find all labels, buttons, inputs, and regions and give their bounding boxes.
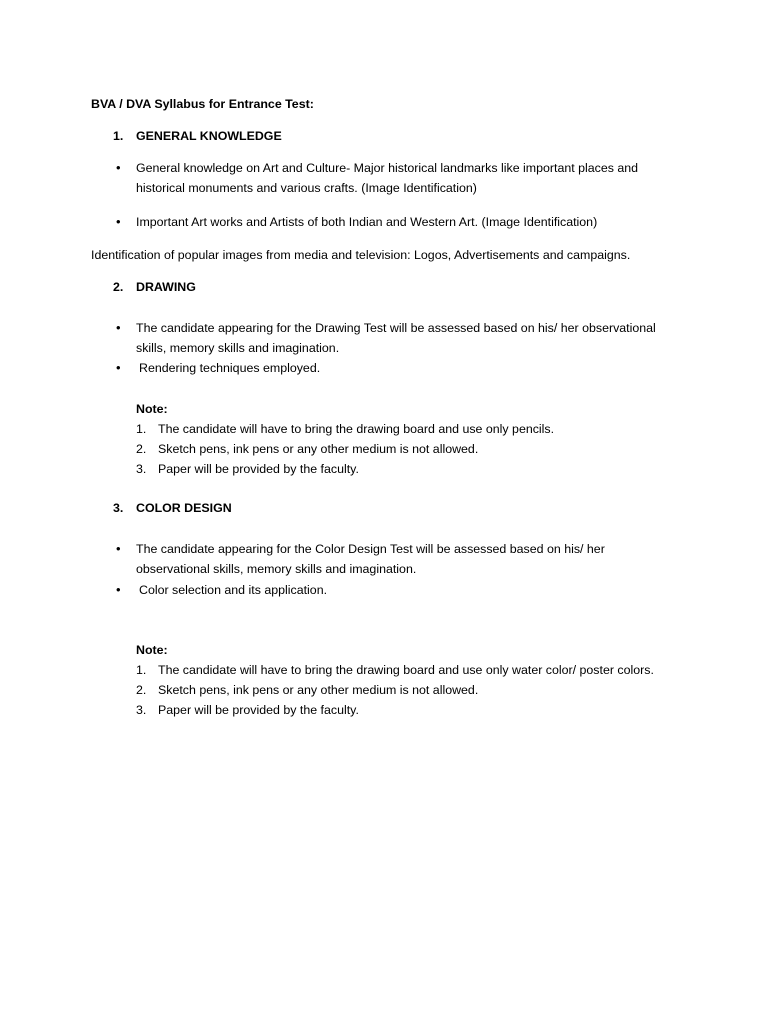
- section-3-bullet-1-line-2: observational skills, memory skills and imagination.: [136, 562, 417, 576]
- bullet-icon: •: [116, 320, 121, 335]
- section-2-note-1-text: The candidate will have to bring the drawing board and use only pencils.: [158, 422, 555, 436]
- section-1-bullet-2: Important Art works and Artists of both Indian and Western Art. (Image Identification): [136, 215, 598, 229]
- section-3-note-2-number: 2.: [136, 683, 147, 697]
- section-2-note-label: Note:: [136, 402, 168, 416]
- section-3-note-3-text: Paper will be provided by the faculty.: [158, 703, 359, 717]
- bullet-icon: •: [116, 214, 121, 229]
- section-2-note-3-number: 3.: [136, 462, 147, 476]
- section-3-note-2-text: Sketch pens, ink pens or any other medium is not allowed.: [158, 683, 479, 697]
- section-2-note-2-text: Sketch pens, ink pens or any other medium is not allowed.: [158, 442, 479, 456]
- section-3-number: 3.: [113, 501, 124, 515]
- section-2-note-2-number: 2.: [136, 442, 147, 456]
- bullet-icon: •: [116, 541, 121, 556]
- section-2-heading: DRAWING: [136, 280, 196, 294]
- section-3-bullet-2: Color selection and its application.: [139, 583, 328, 597]
- section-1-bullet-1-line-2: historical monuments and various crafts. (Image Identification): [136, 181, 477, 195]
- section-3-bullet-1-line-1: The candidate appearing for the Color Design Test will be assessed based on his/ her: [136, 542, 605, 556]
- document-title: BVA / DVA Syllabus for Entrance Test:: [91, 97, 314, 111]
- section-1-heading: GENERAL KNOWLEDGE: [136, 129, 282, 143]
- section-1-bullet-1-line-1: General knowledge on Art and Culture- Major historical landmarks like important places and: [136, 161, 639, 175]
- section-3-note-3-number: 3.: [136, 703, 147, 717]
- section-2-note-3-text: Paper will be provided by the faculty.: [158, 462, 359, 476]
- section-2-number: 2.: [113, 280, 124, 294]
- section-1-number: 1.: [113, 129, 124, 143]
- section-2-note-1-number: 1.: [136, 422, 147, 436]
- section-3-note-1-number: 1.: [136, 663, 147, 677]
- section-3-note-label: Note:: [136, 643, 168, 657]
- bullet-icon: •: [116, 360, 121, 375]
- section-3-heading: COLOR DESIGN: [136, 501, 232, 515]
- section-1-paragraph: Identification of popular images from media and television: Logos, Advertisements and campaigns.: [91, 248, 631, 262]
- section-3-note-1-text: The candidate will have to bring the drawing board and use only water color/ poster colors.: [158, 663, 654, 677]
- bullet-icon: •: [116, 160, 121, 175]
- bullet-icon: •: [116, 582, 121, 597]
- section-2-bullet-1-line-2: skills, memory skills and imagination.: [136, 341, 340, 355]
- section-2-bullet-2: Rendering techniques employed.: [139, 361, 321, 375]
- section-2-bullet-1-line-1: The candidate appearing for the Drawing Test will be assessed based on his/ her observational: [136, 321, 656, 335]
